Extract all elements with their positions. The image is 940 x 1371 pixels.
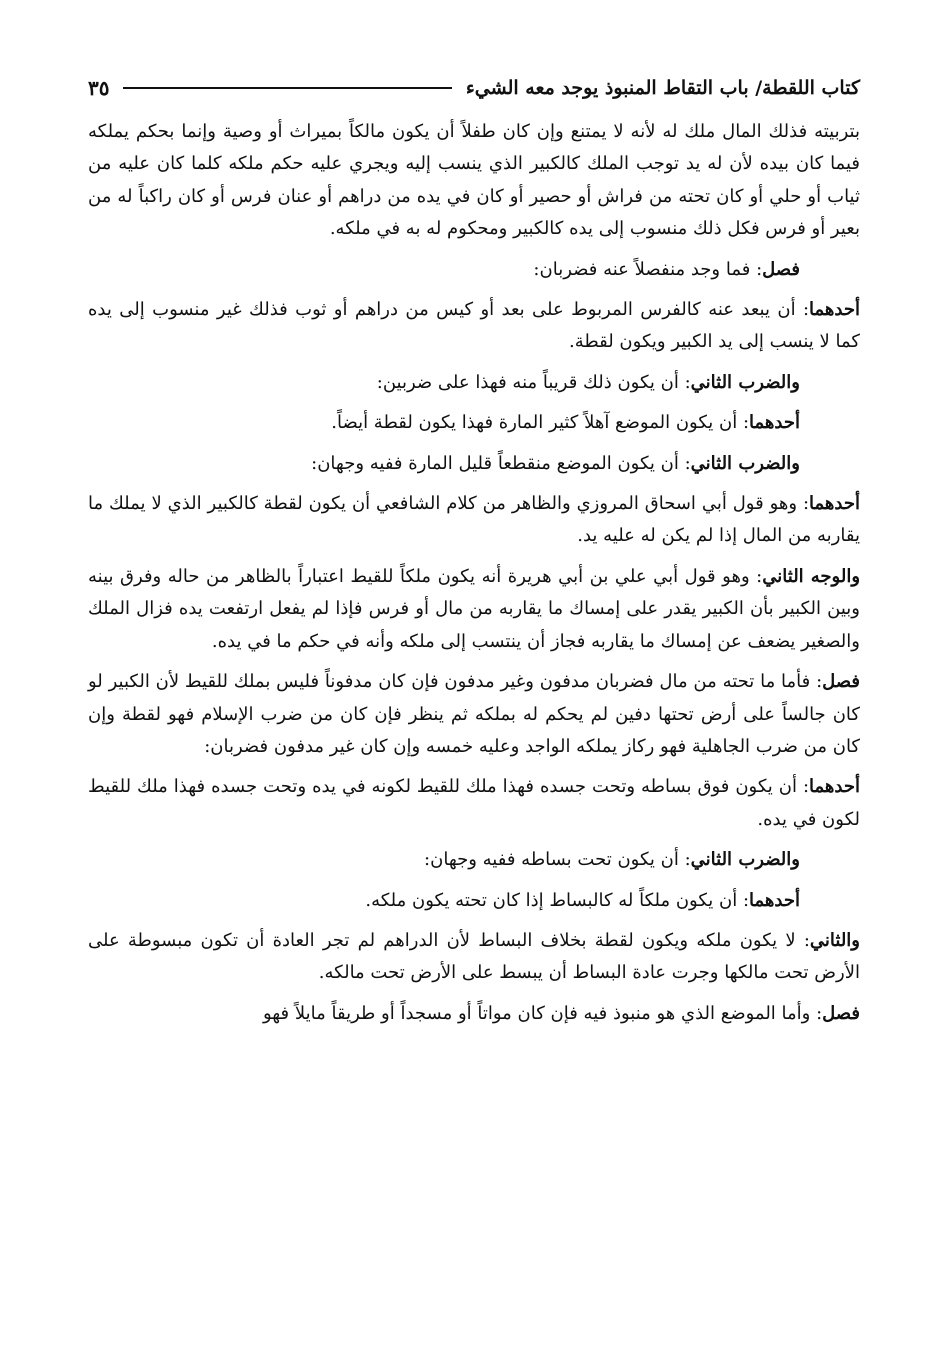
- paragraph-14: [88, 998, 860, 1030]
- paragraph-lead: فصل: [822, 671, 860, 693]
- paragraph-4: [88, 367, 860, 399]
- paragraph-text: : أن يكون ذلك قريباً منه فهذا على ضربين:: [376, 371, 691, 393]
- paragraph-lead: أحدهما: [749, 412, 800, 434]
- paragraph-2: [88, 254, 860, 286]
- paragraph-9: [88, 666, 860, 763]
- paragraph-lead: والضرب الثاني: [690, 849, 800, 871]
- header-title: كتاب اللقطة/ باب التقاط المنبوذ يوجد معه الشيء: [465, 77, 860, 99]
- paragraph-8: [88, 561, 860, 658]
- paragraph-text: : فما وجد منفصلاً عنه فضربان:: [533, 258, 763, 280]
- paragraph-1: [88, 116, 860, 246]
- paragraph-6: [88, 448, 860, 480]
- paragraph-lead: أحدهما: [809, 776, 860, 798]
- paragraph-lead: أحدهما: [749, 889, 800, 911]
- paragraph-text: : وأما الموضع الذي هو منبوذ فيه فإن كان مواتاً أو مسجداً أو طريقاً مايلاً فهو: [262, 1002, 823, 1024]
- paragraph-text: : أن يكون الموضع منقطعاً قليل المارة ففيه وجهان:: [311, 452, 691, 474]
- header-rule: [123, 87, 451, 89]
- paragraph-text: : أن يبعد عنه كالفرس المربوط على بعد أو كيس من دراهم أو ثوب فذلك غير منسوب إلى يده كما لا ينسب إلى يد الكبير ويكون لقطة.: [88, 299, 860, 353]
- paragraph-text: : فأما ما تحته من مال فضربان مدفون وغير مدفون فإن كان مدفوناً فليس بملك للقيط لأن الكبير لو كان جالساً على أرض تحتها دفين لم يحكم له بملكه ثم ينظر فإن كان من ضرب الإسلام فهو لقطة وإن كان من ضرب الجاهلية فهو ركاز يملكه الواجد وعليه خمسه وإن كان غير مدفون فضربان:: [88, 671, 860, 757]
- paragraph-text: : أن يكون ملكاً له كالبساط إذا كان تحته يكون ملكه.: [365, 889, 750, 911]
- paragraph-lead: أحدهما: [809, 493, 860, 515]
- paragraph-5: [88, 407, 860, 439]
- paragraph-text: : وهو قول أبي علي بن أبي هريرة أنه يكون ملكاً للقيط اعتباراً بالظاهر من حاله وفرق بينه وبين الكبير بأن الكبير يقدر على إمساك ما يقاربه من مال أو فرس فإذا لم يفعل ارتفعت يده فزال الملك والصغير يضعف عن إمساك ما يقاربه فجاز أن ينتسب إلى ملكه وأنه في حكم ما في يده.: [88, 565, 860, 652]
- paragraph-lead: فصل: [762, 258, 800, 280]
- paragraph-7: [88, 488, 860, 553]
- page-number: ٣٥: [88, 76, 110, 100]
- paragraph-12: [88, 885, 860, 917]
- paragraph-text: : وهو قول أبي اسحاق المروزي والظاهر من كلام الشافعي أن يكون لقطة كالكبير الذي لا يملك ما يقاربه من المال إذا لم يكن له عليه يد.: [88, 493, 860, 547]
- paragraph-text: : أن يكون الموضع آهلاً كثير المارة فهذا يكون لقطة أيضاً.: [331, 412, 750, 434]
- paragraph-13: [88, 925, 860, 990]
- paragraph-text: : أن يكون تحت بساطه ففيه وجهان:: [424, 849, 691, 871]
- paragraph-11: [88, 844, 860, 876]
- running-header: [88, 68, 860, 108]
- paragraph-lead: أحدهما: [809, 299, 860, 321]
- book-page: [88, 68, 860, 1038]
- paragraph-text: : لا يكون ملكه ويكون لقطة بخلاف البساط لأن الدراهم لم تجر العادة أن تكون مبسوطة على الأرض تحت مالكها وجرت عادة البساط أن يبسط على الأرض تحت مالكه.: [88, 929, 860, 984]
- paragraph-lead: والثاني: [809, 929, 860, 951]
- paragraph-3: [88, 294, 860, 359]
- paragraph-text: : أن يكون فوق بساطه وتحت جسده فهذا ملك للقيط لكونه في يده وتحت جسده فهذا ملك للقيط لكون في يده.: [88, 776, 860, 830]
- paragraph-text: بتربيته فذلك المال ملك له لأنه لا يمتنع وإن كان طفلاً أن يكون مالكاً بميراث أو وصية وإنما بحكم يملكه فيما كان بيده لأن له يد توجب الملك كالكبير الذي ينسب إليه ويجري عليه حكم ملكه كلما كان عليه من ثياب أو حلي أو كان تحته من فراش أو حصير أو كان في يده من دراهم أو عنان فرس أو كان راكباً له من بعير أو فرس فكل ذلك منسوب إلى يده كالكبير ومحكوم له به في ملكه.: [88, 121, 860, 240]
- paragraph-lead: والضرب الثاني: [690, 452, 800, 474]
- paragraph-lead: والضرب الثاني: [690, 371, 800, 393]
- paragraph-lead: والوجه الثاني: [762, 565, 861, 587]
- body-text: [88, 116, 860, 1030]
- paragraph-10: [88, 771, 860, 836]
- paragraph-lead: فصل: [822, 1002, 860, 1024]
